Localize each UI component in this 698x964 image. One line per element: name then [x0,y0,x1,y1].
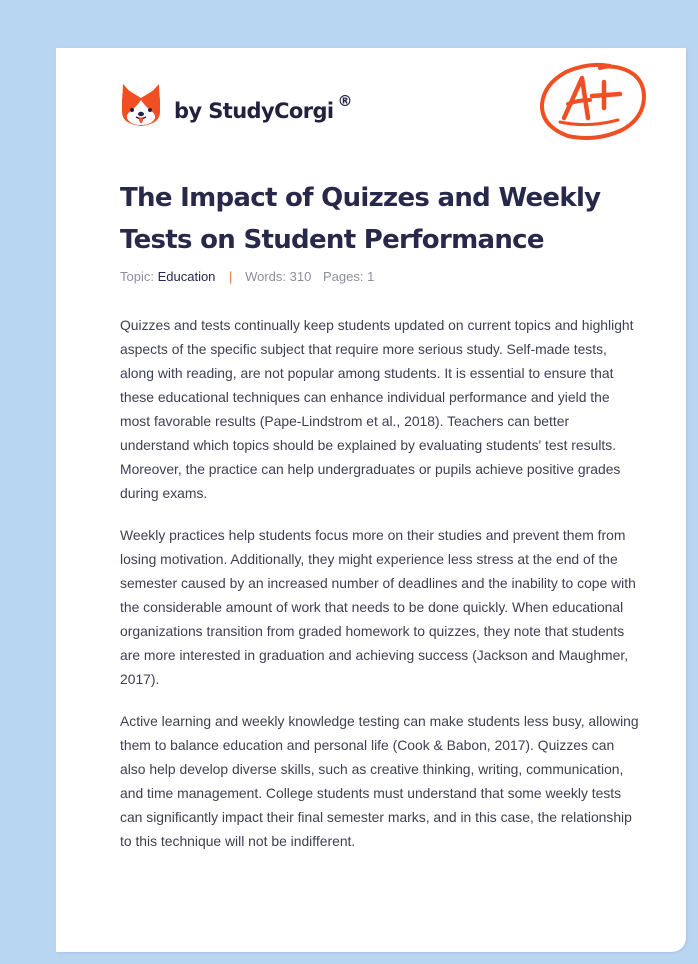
paragraph: Weekly practices help students focus more on their studies and prevent them from losing motivation. Additionally, they might experience less stress at the end of the semester caused by an increased number of deadlines and the inability to cope with the considerable amount of work that needs to be done quickly. When educational organizations transition from graded homework to quizzes, they note that students are more interested in graduation and achieving success (Jackson and Maughmer, 2017). [120,527,636,687]
a-plus-grade-icon [538,60,648,142]
brand-name [174,92,352,123]
brand-name-text: by StudyCorgi [174,99,334,123]
pages-label: Pages: [322,269,364,284]
words-label: Words: [245,269,286,284]
paragraph: Quizzes and tests continually keep students updated on current topics and highlight aspects of the specific subject that require more serious study. Self-made tests, along with reading, are not popular among students. It is essential to ensure that these educational techniques can enhance individual performance and yield the most favorable results (Pape-Lindstrom et al., 2018). Teachers can better understand which topics should be explained by evaluating students' test results. Moreover, the practice can help undergraduates or pupils achieve positive grades during exams. [120,317,634,501]
essay-body [120,313,640,871]
header [120,74,648,144]
topic-label: Topic: [120,269,154,284]
topic-link[interactable]: Education [157,269,216,284]
words-count: 310 [289,269,312,284]
paragraph: Active learning and weekly knowledge testing can make students less busy, allowing them to balance education and personal life (Cook & Babon, 2017). Quizzes can also help develop diverse skills, such as creative thinking, writing, communication, and time management. College students must understand that some weekly tests can significantly impact their final semester marks, and in this case, the relationship to this technique will not be indifferent. [120,713,639,849]
document-meta [120,269,374,284]
meta-separator: | [229,269,233,284]
registered-mark: ® [337,92,352,110]
studycorgi-logo[interactable] [120,74,352,134]
page-title: The Impact of Quizzes and Weekly Tests on Student Performance [120,183,601,255]
document-card [56,48,686,952]
corgi-logo-icon [120,82,162,128]
pages-count: 1 [367,269,375,284]
